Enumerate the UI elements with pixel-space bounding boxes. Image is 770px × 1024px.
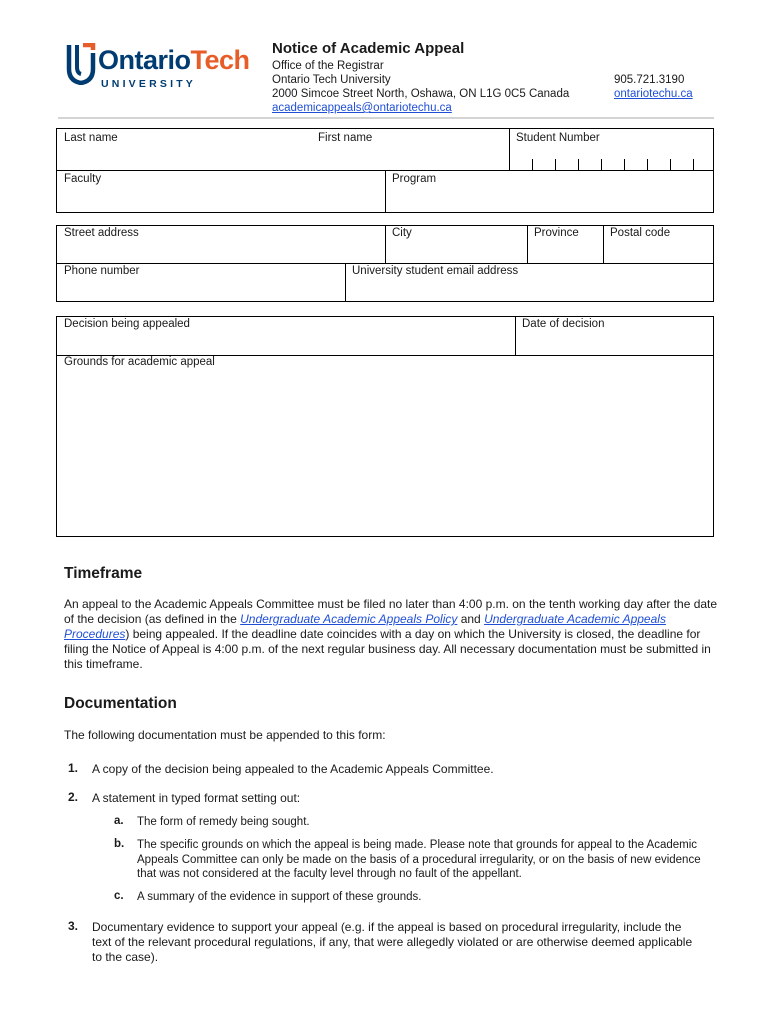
- last-name-field[interactable]: Last name: [64, 132, 118, 144]
- decision-appealed-field[interactable]: Decision being appealed: [64, 318, 190, 330]
- list-item: A statement in typed format setting out:: [92, 791, 301, 805]
- program-field[interactable]: Program: [392, 173, 437, 185]
- date-of-decision-field[interactable]: Date of decision: [522, 318, 605, 330]
- header-divider: [58, 117, 714, 119]
- appeal-details-table: [56, 316, 714, 537]
- appeals-policy-link[interactable]: Undergraduate Academic Appeals Policy: [240, 612, 458, 626]
- province-field[interactable]: Province: [534, 227, 579, 239]
- grounds-for-appeal-field[interactable]: Grounds for academic appeal: [64, 356, 215, 368]
- sub-list-item-letter: c.: [114, 890, 124, 902]
- city-field[interactable]: City: [392, 227, 412, 239]
- timeframe-heading: Timeframe: [64, 565, 143, 582]
- logo-subtitle: UNIVERSITY: [101, 78, 197, 90]
- student-email-field[interactable]: University student email address: [352, 265, 519, 277]
- list-item-number: 1.: [68, 761, 79, 775]
- office-name: Office of the Registrar: [272, 60, 384, 72]
- page-title: Notice of Academic Appeal: [272, 40, 465, 57]
- appeals-email-link[interactable]: academicappeals@ontariotechu.ca: [272, 102, 452, 114]
- list-item: A copy of the decision being appealed to the Academic Appeals Committee.: [92, 762, 494, 776]
- sub-list-item-letter: a.: [114, 815, 124, 827]
- appeals-procedures-link[interactable]: Undergraduate Academic Appeals Procedures: [64, 612, 666, 641]
- university-address: 2000 Simcoe Street North, Oshawa, ON L1G 0C5 Canada: [272, 88, 570, 100]
- list-item-number: 3.: [68, 919, 79, 933]
- postal-code-field[interactable]: Postal code: [610, 227, 671, 239]
- street-address-field[interactable]: Street address: [64, 227, 139, 239]
- list-item-number: 2.: [68, 790, 79, 804]
- sub-list-item: The form of remedy being sought.: [137, 816, 310, 828]
- documentation-heading: Documentation: [64, 695, 177, 712]
- student-number-field[interactable]: Student Number: [516, 132, 600, 144]
- university-name: Ontario Tech University: [272, 74, 391, 86]
- sub-list-item-letter: b.: [114, 838, 125, 850]
- logo-wordmark: [98, 45, 250, 76]
- faculty-field[interactable]: Faculty: [64, 173, 102, 185]
- website-link[interactable]: ontariotechu.ca: [614, 88, 693, 100]
- phone-number-field[interactable]: Phone number: [64, 265, 140, 277]
- logo-word-main: Ontario: [98, 45, 191, 75]
- phone-contact: 905.721.3190: [614, 74, 685, 86]
- sub-list-item: The specific grounds on which the appeal is being made. Please note that grounds for appeal to the Academic Appeals Committee can only be made on the basis of a procedural irregularity, or on the basis of new evidence that was not considered at the faculty level through no fault of the appellant.: [137, 839, 701, 880]
- list-item: Documentary evidence to support your appeal (e.g. if the appeal is based on procedural irregularity, include the text of the relevant procedural regulations, if any, that were allegedly violated or are otherwise deemed applicable to the case).: [92, 920, 693, 964]
- timeframe-paragraph: An appeal to the Academic Appeals Committee must be filed no later than 4:00 p.m. on the tenth working day after the date of the decision (as defined in the Undergraduate Academic Appeals Policy and Undergraduate Academic Appeals Procedures) being appealed. If the deadline date coincides with a day on which the University is closed, the deadline for filing the Notice of Appeal is 4:00 p.m. of the next regular business day. All necessary documentation must be submitted in this timeframe.: [64, 597, 718, 671]
- documentation-intro: The following documentation must be appended to this form:: [64, 728, 386, 742]
- logo-word-accent: Tech: [190, 45, 250, 75]
- sub-list-item: A summary of the evidence in support of these grounds.: [137, 891, 422, 903]
- first-name-field[interactable]: First name: [318, 132, 373, 144]
- ontario-tech-shield-logo-icon: [66, 43, 96, 85]
